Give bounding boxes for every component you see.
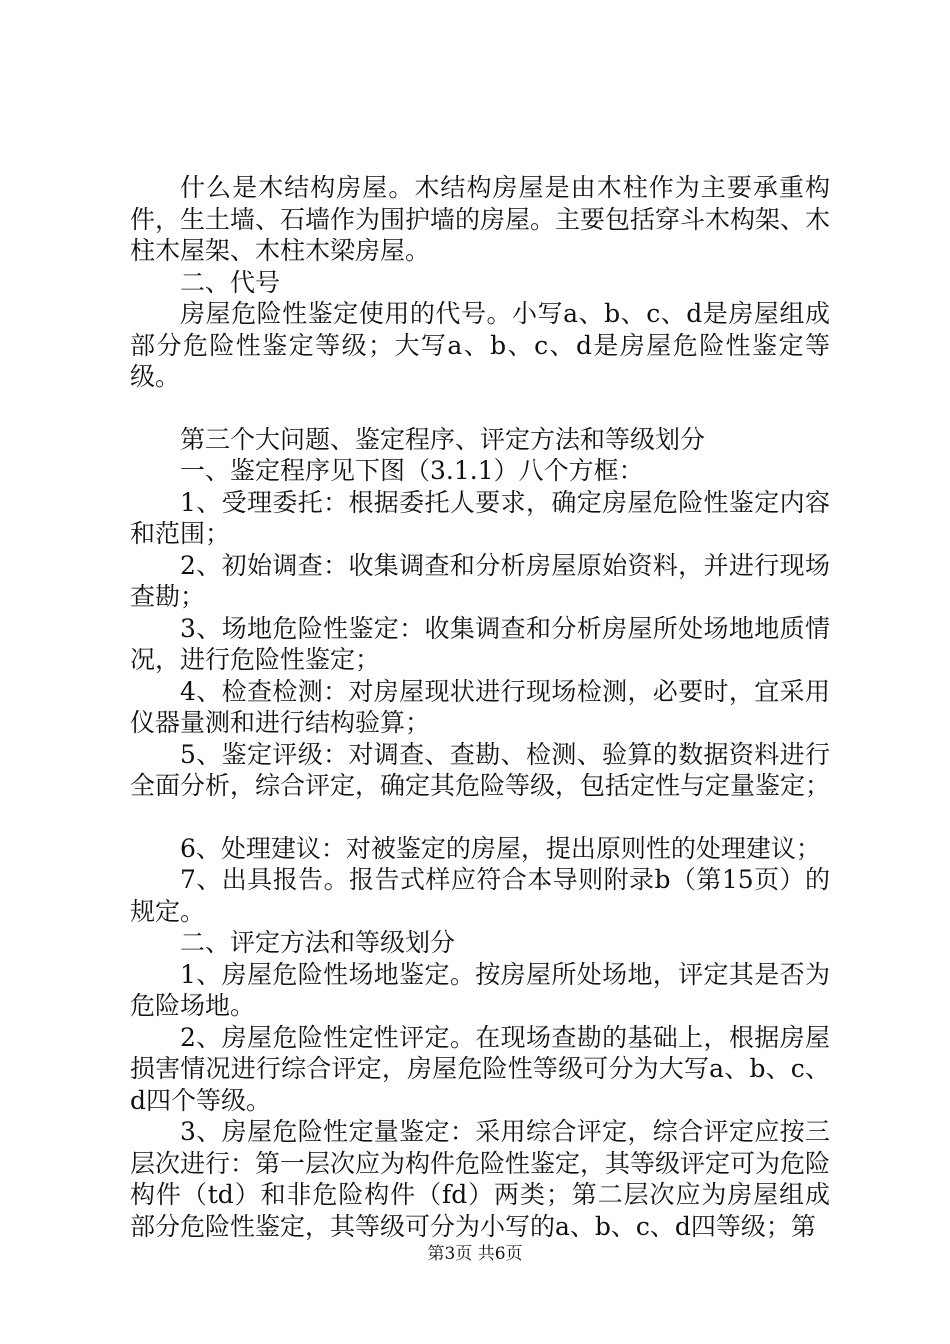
section-heading-3: 第三个大问题、鉴定程序、评定方法和等级划分	[180, 424, 706, 454]
page-footer: 第3页 共6页	[427, 1244, 523, 1264]
procedure-step-1: 1、受理委托：根据委托人要求，确定房屋危险性鉴定内容和范围；	[130, 487, 830, 548]
procedure-step-2: 2、初始调查：收集调查和分析房屋原始资料，并进行现场查勘；	[130, 550, 830, 611]
paragraph-codes: 房屋危险性鉴定使用的代号。小写a、b、c、d是房屋组成部分危险性鉴定等级；大写a、b、c、d是房屋危险性鉴定等级。	[130, 299, 830, 391]
method-item-2: 2、房屋危险性定性评定。在现场查勘的基础上，根据房屋损害情况进行综合评定，房屋危险性等级可分为大写a、b、c、d四个等级。	[130, 1022, 830, 1115]
method-item-1: 1、房屋危险性场地鉴定。按房屋所处场地，评定其是否为危险场地。	[130, 959, 830, 1020]
procedure-step-6: 6、处理建议：对被鉴定的房屋，提出原则性的处理建议；	[180, 833, 821, 863]
method-item-3: 3、房屋危险性定量鉴定：采用综合评定，综合评定应按三层次进行：第一层次应为构件危险性鉴定，其等级评定可为危险构件（td）和非危险构件（fd）两类；第二层次应为房屋组成部分危险性鉴定，其等级可分为小写的a、b、c、d四等级；第	[130, 1117, 831, 1241]
procedure-step-3: 3、场地危险性鉴定：收集调查和分析房屋所处场地地质情况，进行危险性鉴定；	[130, 613, 830, 674]
document-body	[130, 172, 830, 1242]
procedure-step-5: 5、鉴定评级：对调查、查勘、检测、验算的数据资料进行全面分析，综合评定，确定其危险等级，包括定性与定量鉴定；	[130, 739, 831, 800]
heading-procedure: 一、鉴定程序见下图（3.1.1）八个方框：	[180, 456, 644, 485]
procedure-step-4: 4、检查检测：对房屋现状进行现场检测，必要时，宜采用仪器量测和进行结构验算；	[130, 676, 830, 737]
heading-codes: 二、代号	[180, 267, 281, 297]
heading-methods: 二、评定方法和等级划分	[180, 928, 456, 957]
paragraph-wood-structure: 什么是木结构房屋。木结构房屋是由木柱作为主要承重构件，生土墙、石墙作为围护墙的房屋。主要包括穿斗木构架、木柱木屋架、木柱木梁房屋。	[130, 173, 831, 265]
procedure-step-7: 7、出具报告。报告式样应符合本导则附录b（第15页）的规定。	[130, 865, 830, 926]
